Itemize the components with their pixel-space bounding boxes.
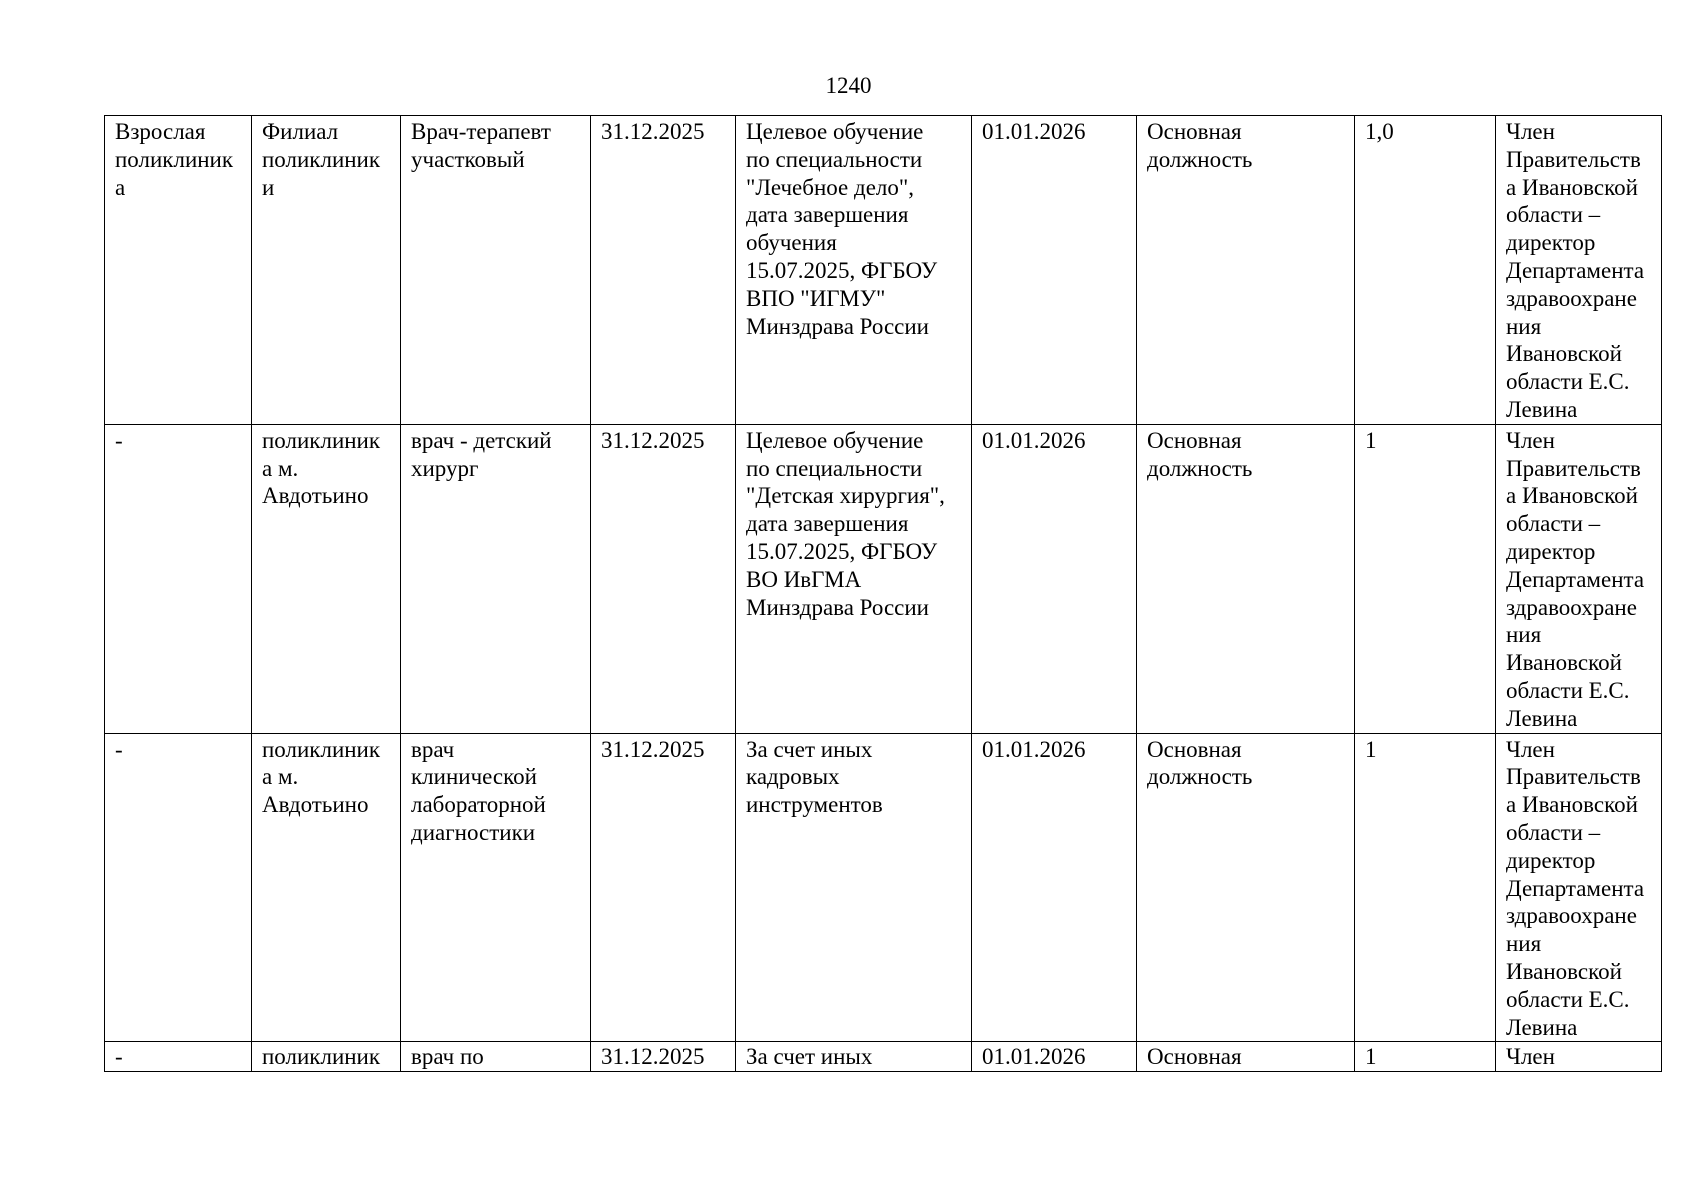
page-number: 1240 [825,73,872,98]
cell-staffing-source: За счет иных кадровых инструментов [736,733,972,1042]
cell-rate: 1 [1355,1042,1496,1072]
cell-start-date: 01.01.2026 [972,116,1137,425]
cell-start-date: 01.01.2026 [972,1042,1137,1072]
cell-rate: 1 [1355,424,1496,733]
cell-organization: Взрослая поликлиник а [105,116,252,425]
cell-staffing-source: Целевое обучение по специальности "Детская хирургия", дата завершения 15.07.2025, ФГБОУ ВО ИвГМА Минздрава России [736,424,972,733]
cell-staffing-source: Целевое обучение по специальности "Лечебное дело", дата завершения обучения 15.07.2025, ФГБОУ ВПО "ИГМУ" Минздрава России [736,116,972,425]
cell-start-date: 01.01.2026 [972,424,1137,733]
cell-responsible: Член [1496,1042,1662,1072]
table-row [105,733,1662,1042]
cell-position-type: Основная должность [1137,116,1355,425]
cell-branch: Филиал поликлиник и [252,116,401,425]
cell-position: врач - детский хирург [401,424,591,733]
cell-branch: поликлиник а м. Авдотьино [252,733,401,1042]
cell-responsible: Член Правительств а Ивановской области – директор Департамента здравоохране ния Ивановской области Е.С. Левина [1496,424,1662,733]
cell-organization: - [105,733,252,1042]
cell-deadline-date: 31.12.2025 [591,424,736,733]
cell-rate: 1,0 [1355,116,1496,425]
table-row [105,424,1662,733]
cell-responsible: Член Правительств а Ивановской области – директор Департамента здравоохране ния Ивановской области Е.С. Левина [1496,733,1662,1042]
cell-deadline-date: 31.12.2025 [591,116,736,425]
cell-branch: поликлиник [252,1042,401,1072]
vacancy-table [104,115,1662,1072]
cell-position: врач по [401,1042,591,1072]
cell-deadline-date: 31.12.2025 [591,1042,736,1072]
cell-organization: - [105,424,252,733]
table-row [105,1042,1662,1072]
cell-responsible: Член Правительств а Ивановской области – директор Департамента здравоохране ния Ивановской области Е.С. Левина [1496,116,1662,425]
cell-position: врач клинической лабораторной диагностики [401,733,591,1042]
cell-position: Врач-терапевт участковый [401,116,591,425]
cell-position-type: Основная [1137,1042,1355,1072]
cell-start-date: 01.01.2026 [972,733,1137,1042]
cell-staffing-source: За счет иных [736,1042,972,1072]
cell-deadline-date: 31.12.2025 [591,733,736,1042]
cell-organization: - [105,1042,252,1072]
cell-position-type: Основная должность [1137,733,1355,1042]
cell-position-type: Основная должность [1137,424,1355,733]
table-row [105,116,1662,425]
cell-branch: поликлиник а м. Авдотьино [252,424,401,733]
cell-rate: 1 [1355,733,1496,1042]
